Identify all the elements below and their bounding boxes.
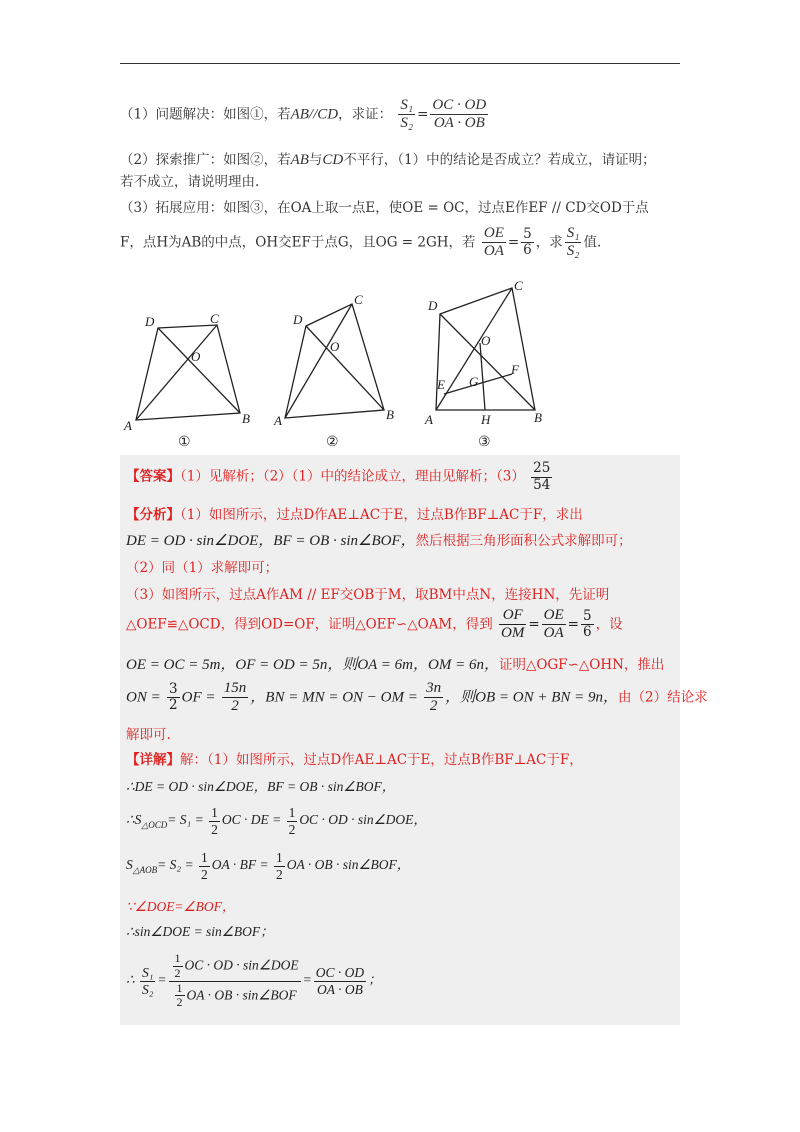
p2-a: （2）探索推广：如图②，若	[120, 152, 291, 168]
analysis-7-e: 由（2）结论求	[618, 689, 708, 706]
p2-b: AB	[290, 152, 309, 168]
answer-line	[126, 461, 554, 493]
half-3-den: 2	[200, 866, 208, 882]
detail-4-d: OA · OB · sin∠BOF，	[286, 857, 411, 873]
p3-line2-b: ，求	[535, 234, 563, 251]
fig1-label-c: C	[210, 311, 219, 326]
eq: =	[507, 234, 520, 251]
s2: S₂	[400, 115, 414, 132]
answer-tag: 【答案】	[126, 468, 180, 485]
half-4	[274, 850, 285, 882]
five-sixths	[521, 227, 534, 259]
fifteen-n: 15n	[222, 680, 249, 698]
analysis-6-text: 证明△OGF∽△OHN，推出	[498, 657, 665, 673]
fig1-label-d: D	[145, 314, 155, 329]
p2-e: 不平行，（1）中的结论是否成立？若成立，请证明；	[343, 152, 656, 168]
s1b: S₁	[141, 965, 154, 981]
fig2-label-d: D	[293, 312, 303, 327]
answer-fraction	[531, 461, 552, 493]
half-6	[175, 982, 185, 1011]
three: 3	[169, 680, 178, 697]
fig3-oh	[480, 343, 485, 410]
detail-7-end: ；	[368, 972, 382, 988]
oa-ob: OA · OB	[433, 115, 485, 132]
analysis-5-a: △OEF≌△OCD，得到OD=OF，证明△OEF∽△OAM，得到	[126, 616, 493, 633]
detail-4-c: OA · BF =	[211, 857, 269, 873]
p2-d: CD	[322, 152, 344, 168]
fig1-label-o: O	[191, 349, 201, 364]
big-denominator	[169, 982, 301, 1011]
fig3-label-d: D	[428, 298, 438, 313]
oe2: OE	[542, 607, 566, 625]
detail-3-d: OC · OD · sin∠DOE，	[299, 812, 427, 828]
final-ratio-fraction	[314, 965, 366, 997]
answer-num: 25	[533, 460, 551, 476]
analysis-6-math: OE = OC = 5m，OF = OD = 5n，则OA = 6m，OM = 6n，	[126, 657, 499, 673]
half-2-den: 2	[288, 821, 296, 837]
oa2: OA	[543, 625, 564, 642]
half-1	[209, 805, 220, 837]
analysis-7-b: OF =	[181, 689, 216, 706]
detail-4-sub: △AOB	[132, 864, 158, 875]
three-n-half	[424, 680, 443, 716]
s1-s2-fraction-2	[140, 965, 155, 997]
geometry-figures	[120, 278, 680, 453]
fig1-caption: ①	[178, 435, 191, 450]
detail-line-5	[126, 895, 235, 915]
analysis-line-1	[126, 503, 583, 523]
oe: OE	[482, 225, 506, 243]
big-ratio-fraction	[169, 952, 301, 1010]
solution-panel	[120, 455, 708, 1025]
p1-cond: AB//CD	[290, 106, 339, 123]
p2-c: 与	[308, 152, 323, 168]
fig1-diag-ac	[136, 325, 217, 420]
half-4-den: 2	[275, 866, 283, 882]
final-den: OA · OB	[317, 981, 363, 997]
analysis-5-b: ，设	[595, 616, 623, 633]
fig2-label-b: B	[386, 407, 394, 422]
fig2-caption: ②	[326, 435, 339, 450]
analysis-line-3	[126, 556, 278, 576]
analysis-1: （1）如图所示，过点D作AE⊥AC于E，过点B作BF⊥AC于F，求出	[180, 507, 583, 523]
oe-oa-fraction	[482, 225, 506, 261]
p2-line2: 若不成立，请说明理由.	[120, 174, 260, 191]
half-2	[287, 805, 298, 837]
fig2-label-a: A	[274, 413, 282, 428]
ask-s1: S₁	[565, 225, 582, 243]
ask-s2: S₂	[566, 243, 580, 260]
detail-3-b: = S₁ =	[167, 812, 204, 828]
detail-line-7: ∴ $\frac{\text{S₁}}{\text{S₂}}$ = $\frac{1}{2}$ OC · OD · sin∠DOE $\frac{1}{2}$ OA · OB · sin∠BOF = $\frac{OC \cdot OD}{OA \cdot OB}$ ；	[126, 951, 382, 1010]
analysis-7-c: ，BN = MN = ON − OM =	[250, 689, 418, 706]
half-3	[199, 850, 210, 882]
of-om-fraction	[499, 607, 526, 643]
fifteen-n-half	[222, 680, 249, 716]
p3-line1: （3）拓展应用：如图③，在OA上取一点E，使OE = OC，过点E作EF // CD交OD于点	[120, 200, 649, 216]
detail-5: ∵∠DOE=∠BOF，	[126, 899, 236, 914]
half-5-den: 2	[174, 965, 181, 980]
fig1-label-a: A	[124, 418, 132, 433]
fig1-quad	[136, 325, 240, 420]
detail-7-a: ∴	[126, 972, 135, 988]
detail-4-b: = S₂ =	[157, 857, 194, 873]
om: OM	[501, 625, 525, 642]
fig2-label-c: C	[354, 292, 363, 307]
oc-od: OC · OD	[430, 97, 488, 115]
analysis-line-5: △OEF≌△OCD，得到OD=OF，证明△OEF∽△OAM，得到 $\frac{OF}{OM}$ = $\frac{OE}{OA}$ = $\frac{5}{6}$ ，设	[126, 607, 623, 642]
answer-text: （1）见解析；（2）（1）中的结论成立，理由见解析；（3）	[180, 468, 525, 485]
analysis-8: 解即可.	[126, 727, 171, 743]
s1-s2-fraction	[398, 97, 415, 133]
two-c: 2	[429, 698, 438, 715]
half-5-num: 1	[174, 951, 181, 965]
analysis-line-8	[126, 723, 171, 743]
p1-prefix: （1）问题解决：如图①，若	[120, 106, 291, 123]
fig3-label-h: H	[481, 412, 491, 427]
analysis-2-math: DE = OD · sin∠DOE，BF = OB · sin∠BOF，	[126, 533, 416, 549]
five2: 5	[582, 607, 592, 624]
detail-1: 解：（1）如图所示，过点D作AE⊥AC于E，过点B作BF⊥AC于F，	[180, 752, 583, 768]
problem-part-3	[120, 198, 685, 260]
half-6-num: 1	[176, 980, 183, 995]
fig3-label-g: G	[469, 374, 479, 389]
figure-3	[436, 288, 535, 410]
final-num: OC · OD	[315, 965, 365, 981]
half-3-num: 1	[200, 850, 208, 865]
s2b: S₂	[141, 981, 154, 997]
detail-tag: 【详解】	[126, 752, 180, 768]
fig3-label-e: E	[437, 377, 445, 392]
half-1-den: 2	[211, 821, 218, 837]
fig3-label-c: C	[514, 278, 523, 293]
big-den-text: OA · OB · sin∠BOF	[186, 986, 297, 1002]
s1: S₁	[398, 97, 415, 115]
fig3-label-a: A	[425, 412, 433, 427]
problem-part-1: （1）问题解决：如图①，若AB//CD，求证： $\frac{\text{S₁}}{\text{S₂}}$ = $\frac{OC \cdot OD}{OA \cdot OB}$	[120, 97, 487, 132]
analysis-tag: 【分析】	[126, 507, 180, 523]
detail-line-2	[126, 775, 395, 795]
oe-oa-fraction-2	[542, 607, 566, 643]
fig1-label-b: B	[242, 411, 250, 426]
oa: OA	[483, 243, 504, 260]
detail-3-c: OC · DE =	[221, 812, 282, 828]
problem-part-2	[120, 149, 685, 193]
detail-3-a: ∴S	[126, 812, 142, 828]
five-sixths-2	[581, 609, 594, 641]
fig2-label-o: O	[330, 339, 340, 354]
two-a: 2	[169, 697, 178, 714]
analysis-4: （3）如图所示，过点A作AM // EF交OB于M，取BM中点N，连接HN，先证明	[126, 587, 610, 603]
fig3-label-f: F	[511, 362, 519, 377]
oc-od-fraction	[430, 97, 488, 133]
p1-mid: ，求证：	[338, 106, 393, 123]
three-halves	[167, 682, 180, 714]
six: 6	[523, 242, 532, 259]
detail-3-sub: △OCD	[141, 819, 168, 830]
detail-line-4	[126, 850, 410, 882]
fig1-diag-bd	[158, 328, 240, 413]
of: OF	[499, 607, 526, 625]
fig3-label-b: B	[534, 410, 542, 425]
analysis-line-2	[126, 529, 632, 550]
half-1-num: 1	[211, 805, 218, 820]
analysis-line-4	[126, 583, 609, 603]
analysis-2-text: 然后根据三角形面积公式求解即可；	[415, 533, 632, 549]
detail-line-1	[126, 748, 583, 768]
detail-line-3	[126, 805, 427, 837]
p3-line2-a: F，点H为AB的中点，OH交EF于点G，且OG = 2GH，若	[120, 234, 476, 251]
big-numerator	[169, 952, 301, 982]
figure-1	[136, 325, 240, 420]
fig3-label-o: O	[481, 333, 491, 348]
two-b: 2	[231, 698, 239, 715]
detail-4-a: S	[126, 857, 133, 873]
half-2-num: 1	[288, 805, 296, 820]
ask-fraction	[565, 225, 582, 261]
p3-line2	[120, 225, 685, 261]
fig2-diag-bd	[306, 326, 384, 410]
analysis-7-d: ，则OB = ON + BN = 9n，	[445, 689, 619, 706]
answer-den: 54	[533, 476, 551, 493]
six2: 6	[582, 624, 592, 641]
detail-6: ∴sin∠DOE = sin∠BOF；	[126, 924, 274, 939]
half-6-den: 2	[176, 995, 183, 1010]
analysis-line-7	[126, 680, 708, 716]
p3-line2-c: 值.	[583, 234, 602, 251]
five: 5	[523, 225, 532, 242]
detail-line-6	[126, 920, 274, 940]
header-rule	[120, 63, 680, 64]
half-5	[173, 952, 183, 981]
analysis-7-a: ON =	[126, 689, 161, 706]
three-n: 3n	[424, 680, 443, 698]
fig3-caption: ③	[478, 435, 491, 450]
half-4-num: 1	[275, 850, 283, 865]
analysis-line-6	[126, 653, 664, 674]
analysis-3: （2）同（1）求解即可；	[126, 560, 279, 576]
big-num-text: OC · OD · sin∠DOE	[184, 957, 299, 973]
detail-2: ∴DE = OD · sin∠DOE，BF = OB · sin∠BOF，	[126, 779, 396, 794]
